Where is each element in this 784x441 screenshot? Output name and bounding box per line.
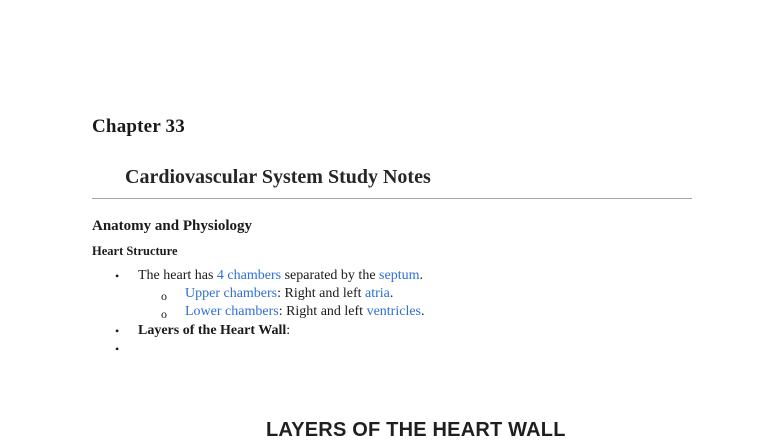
text: . [421, 304, 425, 319]
text: . [389, 286, 394, 301]
bullet-item-chambers [138, 268, 423, 284]
subsection-heading: Heart Structure [92, 244, 178, 258]
bullet-marker-empty: • [115, 342, 120, 356]
figure-title: LAYERS OF THE HEART WALL [266, 419, 566, 441]
text: : Right and left [277, 286, 366, 301]
sub-bullet-marker: o [161, 307, 167, 321]
term-lower-chambers: Lower chambers [185, 304, 279, 319]
title-divider [92, 198, 692, 199]
bullet-item-layers [138, 323, 290, 339]
term-atria: atria [365, 286, 390, 301]
sub-item-lower-chambers [185, 304, 425, 320]
chapter-heading: Chapter 33 [92, 116, 185, 137]
term-septum: septum [379, 268, 420, 283]
term-layers-heart-wall: Layers of the Heart Wall [138, 323, 287, 338]
document-title: Cardiovascular System Study Notes [125, 166, 431, 188]
sub-bullet-marker: o [161, 289, 167, 303]
text: : [286, 323, 291, 338]
term-upper-chambers: Upper chambers [185, 286, 278, 301]
section-heading: Anatomy and Physiology [92, 218, 253, 234]
bullet-marker: • [115, 324, 120, 338]
sub-item-upper-chambers [185, 286, 393, 302]
text: : Right and left [278, 304, 367, 319]
text: The heart has [138, 268, 217, 283]
bullet-marker: • [115, 269, 120, 283]
term-4-chambers: 4 chambers [216, 268, 282, 283]
text: . [419, 268, 423, 283]
term-ventricles: ventricles [366, 304, 421, 319]
text: separated by the [281, 268, 380, 283]
